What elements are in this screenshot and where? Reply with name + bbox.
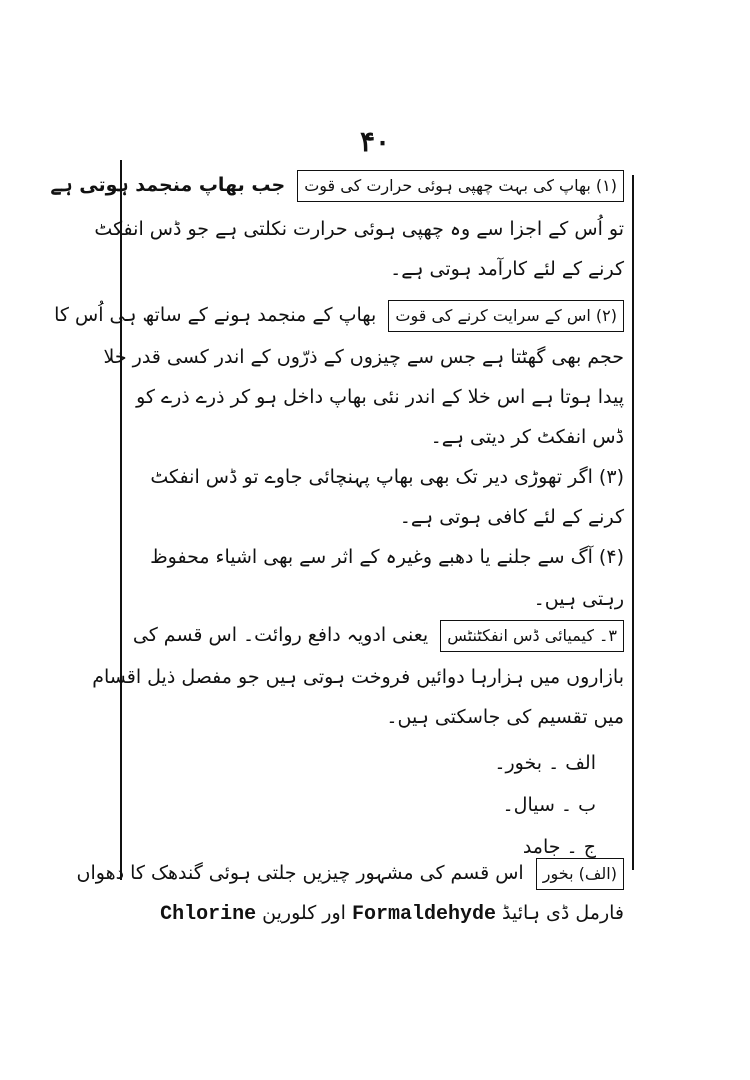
page-number: ۴۰ [359, 125, 391, 158]
chemical-line1 [126, 620, 624, 652]
fumes-latin-chlorine: Chlorine [160, 903, 257, 926]
list-item-a: الف ۔ بخور۔ [494, 752, 596, 774]
chemical-heading: ۳۔ کیمیائی ڈس انفکٹنٹس [440, 620, 624, 652]
section1-line3: کرنے کے لئے کارآمد ہوتی ہے۔ [390, 258, 624, 280]
section4-line1: (۴) آگ سے جلنے یا دھبے وغیرہ کے اثر سے بھی اشیاء محفوظ [150, 546, 624, 568]
section2-heading: (۲) اس کے سرایت کرنے کی قوت [388, 300, 624, 332]
fumes-urdu-formaldehyde: فارمل ڈی ہائیڈ [502, 902, 624, 924]
section1-line1-text: جب بھاپ منجمد ہوتی ہے [50, 174, 286, 196]
section2-line2: حجم بھی گھٹتا ہے جس سے چیزوں کے ذرّوں کے اندر کسی قدر خلا [103, 346, 624, 368]
section1-line2: تو اُس کے اجزا سے وہ چھپی ہوئی حرارت نکلتی ہے جو ڈس انفکٹ [94, 218, 624, 240]
chemical-line2: بازاروں میں ہزارہا دوائیں فروخت ہوتی ہیں جو مفصل ذیل اقسام [92, 666, 624, 688]
fumes-heading: (الف) بخور [536, 858, 624, 890]
section4-line2: رہتی ہیں۔ [533, 588, 624, 610]
section3-line1: (۳) اگر تھوڑی دیر تک بھی بھاپ پہنچائی جاوے تو ڈس انفکٹ [150, 466, 624, 488]
section2-line1 [54, 300, 624, 332]
section2-line4: ڈس انفکٹ کر دیتی ہے۔ [430, 426, 624, 448]
list-item-c: ج ۔ جامد [522, 836, 596, 858]
fumes-line1-text: اس قسم کی مشہور چیزیں جلتی ہوئی گندھک کا دھواں [76, 862, 524, 884]
list-item-b: ب ۔ سیال۔ [502, 794, 596, 816]
fumes-line1 [76, 858, 624, 890]
fumes-urdu-chlorine: اور کلورین [262, 902, 346, 924]
section3-line2: کرنے کے لئے کافی ہوتی ہے۔ [399, 506, 624, 528]
right-margin-rule [632, 175, 634, 870]
chemical-line3: میں تقسیم کی جاسکتی ہیں۔ [386, 706, 624, 728]
section2-line3: پیدا ہوتا ہے اس خلا کے اندر نئی بھاپ داخل ہو کر ذرے ذرے کو [136, 386, 624, 408]
left-margin-rule [120, 160, 122, 880]
chemical-line1-text: یعنی ادویہ دافع روائت۔ اس قسم کی [132, 624, 429, 646]
section2-line1-text: بھاپ کے منجمد ہونے کے ساتھ ہی اُس کا [54, 304, 377, 326]
section1-heading: (۱) بھاپ کی بہت چھپی ہوئی حرارت کی قوت [297, 170, 624, 202]
fumes-line2 [126, 898, 624, 930]
fumes-latin-formaldehyde: Formaldehyde [351, 903, 496, 926]
section1-line1 [50, 170, 624, 202]
